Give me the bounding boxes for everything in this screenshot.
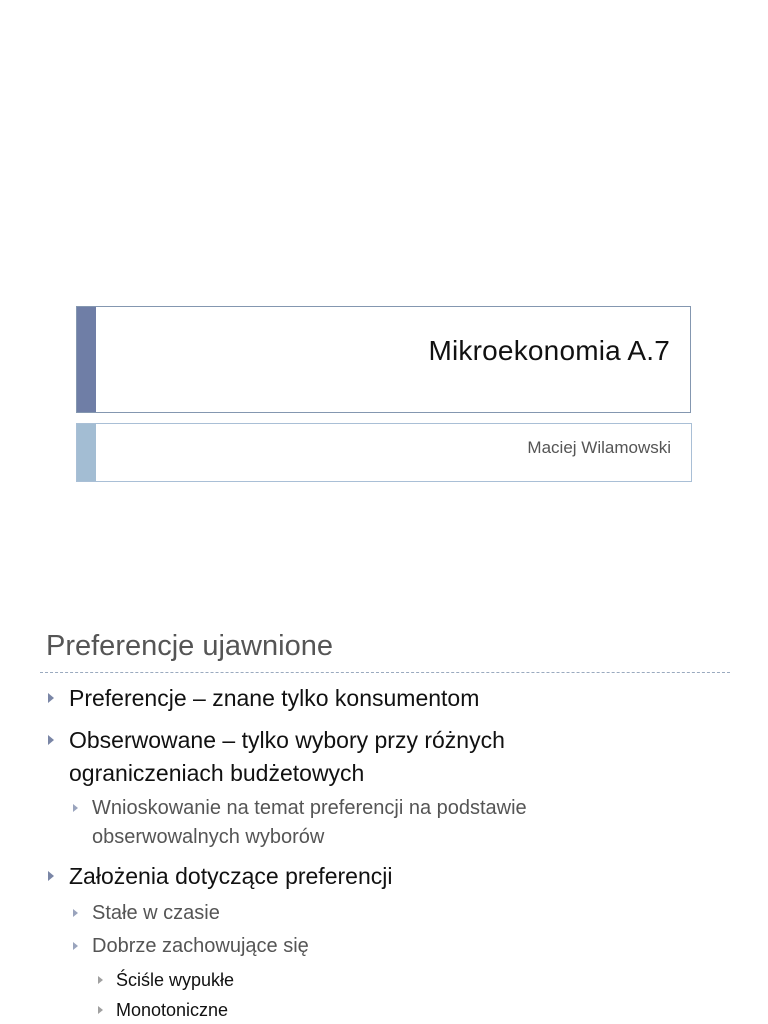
sub-bullet-item: Wnioskowanie na temat preferencji na podstawie bbox=[92, 797, 527, 819]
bullet-arrow-icon bbox=[48, 871, 54, 881]
sub-bullet-arrow-icon bbox=[73, 942, 78, 950]
bullet-arrow-icon bbox=[48, 735, 54, 745]
sub-bullet-arrow-icon bbox=[73, 909, 78, 917]
bullet-item-continuation: ograniczeniach budżetowych bbox=[69, 760, 365, 786]
sub-bullet-arrow-icon bbox=[73, 804, 78, 812]
bullet-item: Preferencje – znane tylko konsumentom bbox=[69, 685, 480, 711]
bullet-item: Obserwowane – tylko wybory przy różnych bbox=[69, 727, 505, 753]
slide2-title: Preferencje ujawnione bbox=[46, 630, 333, 662]
slide-subtitle: Maciej Wilamowski bbox=[527, 438, 671, 457]
bullet-arrow-icon bbox=[48, 693, 54, 703]
sub-sub-bullet-arrow-icon bbox=[98, 976, 103, 984]
sub-sub-bullet-item: Monotoniczne bbox=[116, 1000, 229, 1020]
sub-bullet-item: Stałe w czasie bbox=[92, 902, 220, 924]
sub-bullet-item: Dobrze zachowujące się bbox=[92, 935, 309, 957]
sub-bullet-item-continuation: obserwowalnych wyborów bbox=[92, 826, 325, 848]
bullet-item: Założenia dotyczące preferencji bbox=[69, 863, 393, 889]
slide-title: Mikroekonomia A.7 bbox=[428, 335, 670, 366]
sub-sub-bullet-item: Ściśle wypukłe bbox=[116, 970, 235, 990]
sub-sub-bullet-arrow-icon bbox=[98, 1006, 103, 1014]
